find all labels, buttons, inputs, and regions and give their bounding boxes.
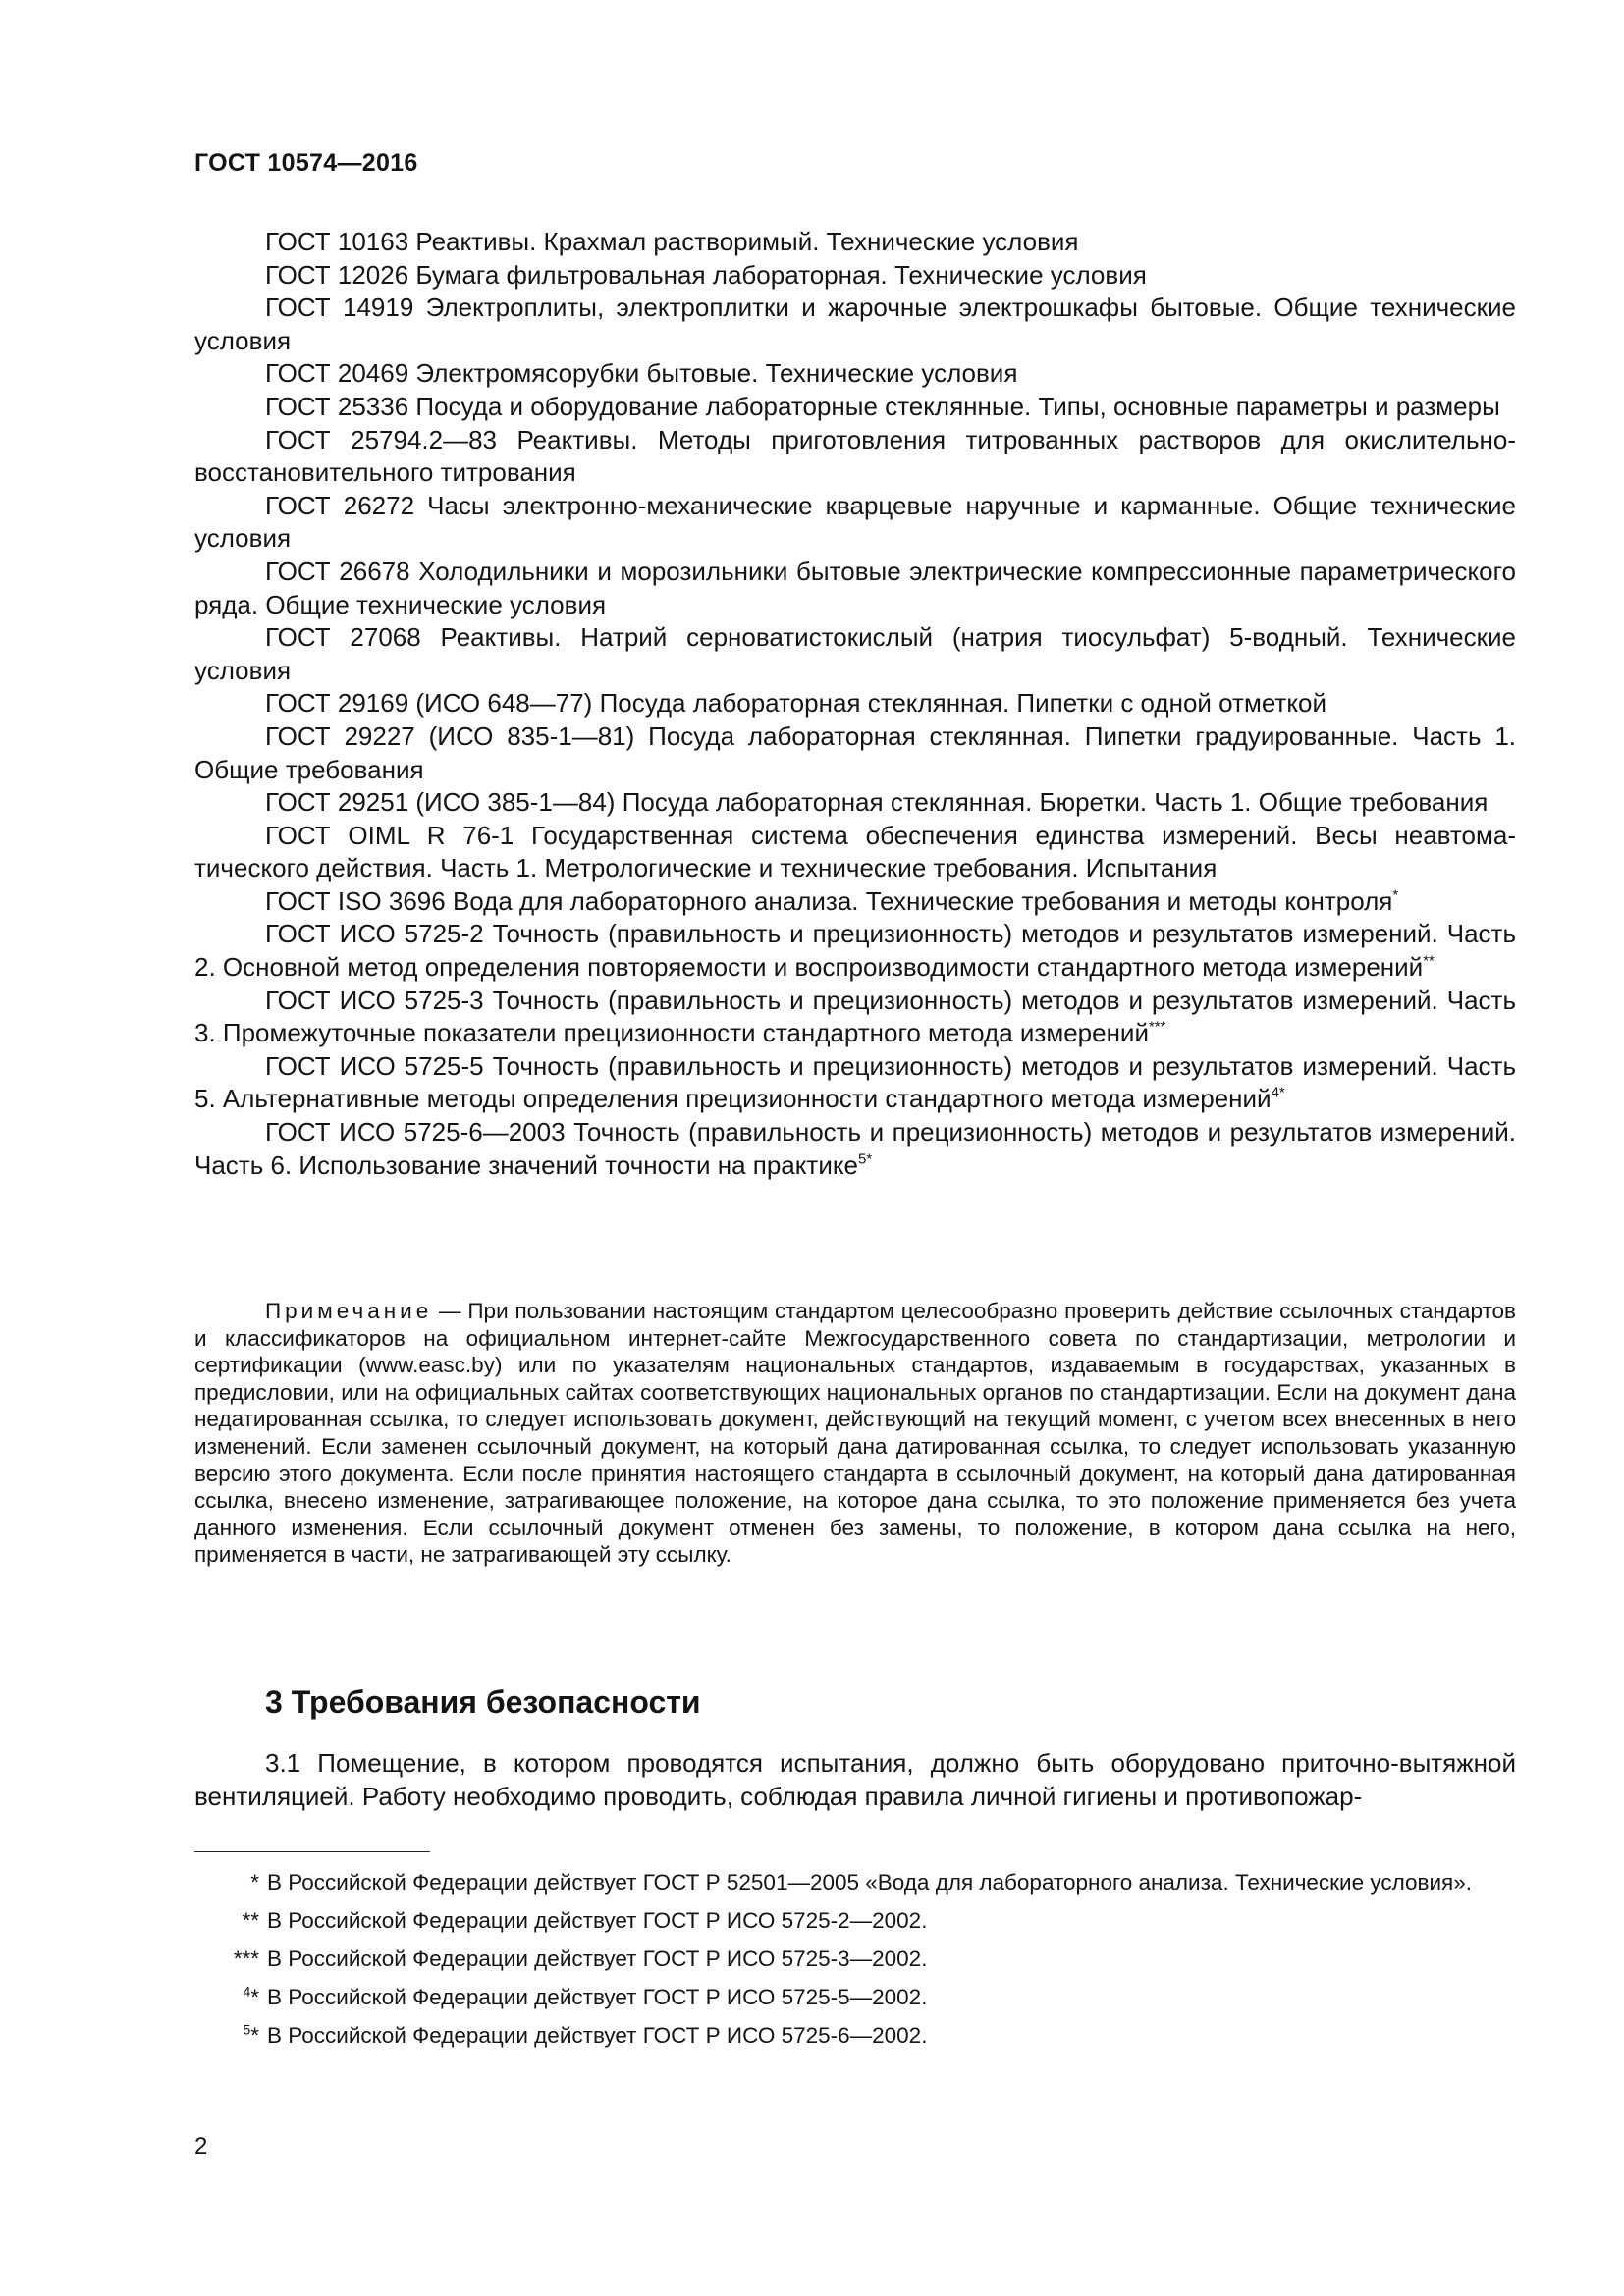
reference-item — [194, 556, 1516, 621]
reference-title: Реактивы. Методы приготовления титрованных растворов для окислительно-восстановительного титрования — [194, 424, 1516, 488]
reference-code: ГОСТ 20469 — [265, 358, 416, 389]
page-number: 2 — [194, 2133, 208, 2160]
footnote — [194, 1946, 1516, 1973]
reference-code: ГОСТ ИСО 5725-5 — [265, 1050, 493, 1081]
reference-item — [194, 1116, 1516, 1182]
reference-title: Часы электронно-механические кварцевые наручные и карманные. Общие технические условия — [194, 490, 1516, 554]
footnote-mark: *** — [233, 1947, 259, 1971]
reference-code: ГОСТ 25336 — [265, 391, 416, 421]
reference-code: ГОСТ 27068 — [265, 622, 441, 653]
reference-title: Точность (правильность и прецизионность) методов и результатов измерений. Часть 2. Основной метод определения повторяемости и воспроизводимости стандартного метода измерений — [194, 919, 1516, 983]
footnote-reference: 5* — [857, 1150, 873, 1168]
footnote-divider — [194, 1851, 430, 1852]
reference-item — [194, 687, 1516, 721]
reference-code: ГОСТ 29169 (ИСО 648—77) — [265, 688, 600, 719]
reference-title: Бумага фильтровальная лабораторная. Технические условия — [415, 259, 1147, 290]
reference-title: Посуда лабораторная стеклянная. Пипетки с одной отметкой — [599, 688, 1326, 719]
reference-code: ГОСТ OIML R 76-1 — [265, 820, 532, 850]
reference-item — [194, 292, 1516, 357]
note-label: Примечание — [265, 1299, 433, 1323]
footnote — [194, 1984, 1516, 2011]
reference-title: Точность (правильность и прецизионность) методов и результатов измерений. Часть 3. Промежуточные показатели прецизионности стандартного метода измерений — [194, 985, 1516, 1048]
reference-title: Вода для лабораторного анализа. Технические требования и методы контроля — [452, 885, 1393, 916]
reference-title: Холодильники и морозильники бытовые электрические компрессионные параметрического ряда. Общие технические условия — [194, 556, 1516, 619]
reference-code: ГОСТ 26272 — [265, 490, 428, 520]
reference-code: ГОСТ ISO 3696 — [265, 885, 453, 916]
reference-code: ГОСТ ИСО 5725-2 — [265, 919, 493, 949]
reference-item — [194, 918, 1516, 984]
footnote-text: В Российской Федерации действует ГОСТ Р ИСО 5725-3—2002. — [267, 1947, 928, 1971]
reference-item — [194, 226, 1516, 259]
footnote-text: В Российской Федерации действует ГОСТ Р ИСО 5725-5—2002. — [267, 1985, 928, 2009]
reference-title: Посуда лабораторная стеклянная. Бюретки. Часть 1. Общие требования — [622, 787, 1489, 818]
normative-references-list — [194, 226, 1516, 1182]
reference-code: ГОСТ ИСО 5725-6—2003 — [265, 1117, 574, 1148]
reference-item — [194, 391, 1516, 424]
reference-item — [194, 357, 1516, 391]
reference-item — [194, 259, 1516, 293]
reference-item — [194, 885, 1516, 919]
section-paragraph: 3.1 Помещение, в котором проводятся испытания, должно быть оборудовано приточно-вытяжной вентиляцией. Работу необходимо проводить, соблюдая правила личной гигиены и противопожар- — [194, 1748, 1516, 1811]
reference-title: Электроплиты, электроплитки и жарочные электрошкафы бытовые. Общие технические условия — [194, 293, 1516, 355]
footnote-mark-number: 5 — [243, 2021, 251, 2038]
reference-item — [194, 621, 1516, 687]
reference-code: ГОСТ 29251 (ИСО 385-1—84) — [265, 787, 623, 818]
reference-item — [194, 424, 1516, 490]
note — [194, 1298, 1516, 1569]
reference-code: ГОСТ ИСО 5725-3 — [265, 985, 493, 1015]
page-header: ГОСТ 10574—2016 — [194, 149, 418, 177]
footnote — [194, 2022, 1516, 2050]
reference-code: ГОСТ 29227 (ИСО 835-1—81) — [265, 721, 649, 751]
footnote-text: В Российской Федерации действует ГОСТ Р ИСО 5725-2—2002. — [267, 1908, 928, 1933]
footnote-reference: 4* — [1271, 1084, 1285, 1101]
footnote-text: В Российской Федерации действует ГОСТ Р ИСО 5725-6—2002. — [267, 2023, 928, 2048]
reference-title: Электромясорубки бытовые. Технические условия — [415, 358, 1018, 389]
reference-title: Точность (правильность и прецизионность) методов и результатов измерений. Часть 6. Использование значений точности на практике — [194, 1117, 1516, 1180]
footnote-mark-number: 4 — [243, 1983, 251, 2000]
footnote — [194, 1869, 1516, 1896]
reference-title: Реактивы. Натрий серноватистокислый (натрия тиосульфат) 5-водный. Технические условия — [194, 622, 1516, 685]
reference-item — [194, 786, 1516, 820]
reference-code: ГОСТ 25794.2—83 — [265, 424, 517, 454]
reference-code: ГОСТ 14919 — [265, 293, 426, 323]
footnote-reference: * — [1392, 886, 1399, 904]
reference-title: Посуда лабораторная стеклянная. Пипетки градуированные. Часть 1. Общие требования — [194, 721, 1517, 784]
reference-item — [194, 721, 1516, 786]
reference-title: Государственная система обеспечения единства измерений. Весы неавтоматического действия. Часть 1. Метрологические и технические требования. Испытания — [194, 820, 1516, 883]
footnote-mark: $^5$* — [243, 2021, 259, 2048]
reference-item — [194, 1050, 1516, 1116]
footnotes — [194, 1869, 1516, 2060]
section-title: 3 Требования безопасности — [265, 1684, 701, 1720]
footnote — [194, 1907, 1516, 1935]
reference-item — [194, 820, 1516, 885]
footnote-reference: *** — [1148, 1018, 1166, 1036]
footnote-text: В Российской Федерации действует ГОСТ Р 52501—2005 «Вода для лабораторного анализа. Технические условия». — [267, 1870, 1472, 1895]
reference-code: ГОСТ 10163 — [265, 227, 416, 256]
reference-code: ГОСТ 26678 — [265, 556, 419, 586]
footnote-mark: $^4$* — [243, 1983, 259, 2009]
note-text: — При пользовании настоящим стандартом целесообразно проверить действие ссылочных стандартов и классификаторов на официальном интернет-сайте Межгосударственного совета по стандартизации, метрологии и сертификации (www.easc.by) или по указателям национальных стандартов, издаваемым в государствах, указанных в предисловии, или на официальных сайтах соответствующих национальных органов по стандартизации. Если на документ дана недатированная ссылка, то следует использовать документ, действующий на текущий момент, с учетом всех внесенных в него изменений. Если заменен ссылочный документ, на который дана датированная ссылка, то следует использовать указанную версию этого документа. Если после принятия настоящего стандарта в ссылочный документ, на который дана датированная ссылка, внесено изменение, затрагивающее положение, на которое дана ссылка, то это положение применяется без учета данного изменения. Если ссылочный документ отменен без замены, то положение, в котором дана ссылка на него, применяется в части, не затрагивающей эту ссылку. — [194, 1299, 1516, 1568]
reference-item — [194, 490, 1516, 556]
reference-item — [194, 985, 1516, 1050]
reference-title: Реактивы. Крахмал растворимый. Технические условия — [415, 227, 1079, 256]
footnote-mark: ** — [242, 1908, 259, 1933]
footnote-mark: * — [250, 1870, 259, 1895]
reference-code: ГОСТ 12026 — [265, 259, 416, 290]
footnote-reference: ** — [1423, 952, 1435, 970]
reference-title: Точность (правильность и прецизионность) методов и результатов измерений. Часть 5. Альтернативные методы определения прецизионности стандартного метода измерений — [194, 1050, 1516, 1114]
reference-title: Посуда и оборудование лабораторные стеклянные. Типы, основные параметры и размеры — [415, 391, 1500, 421]
